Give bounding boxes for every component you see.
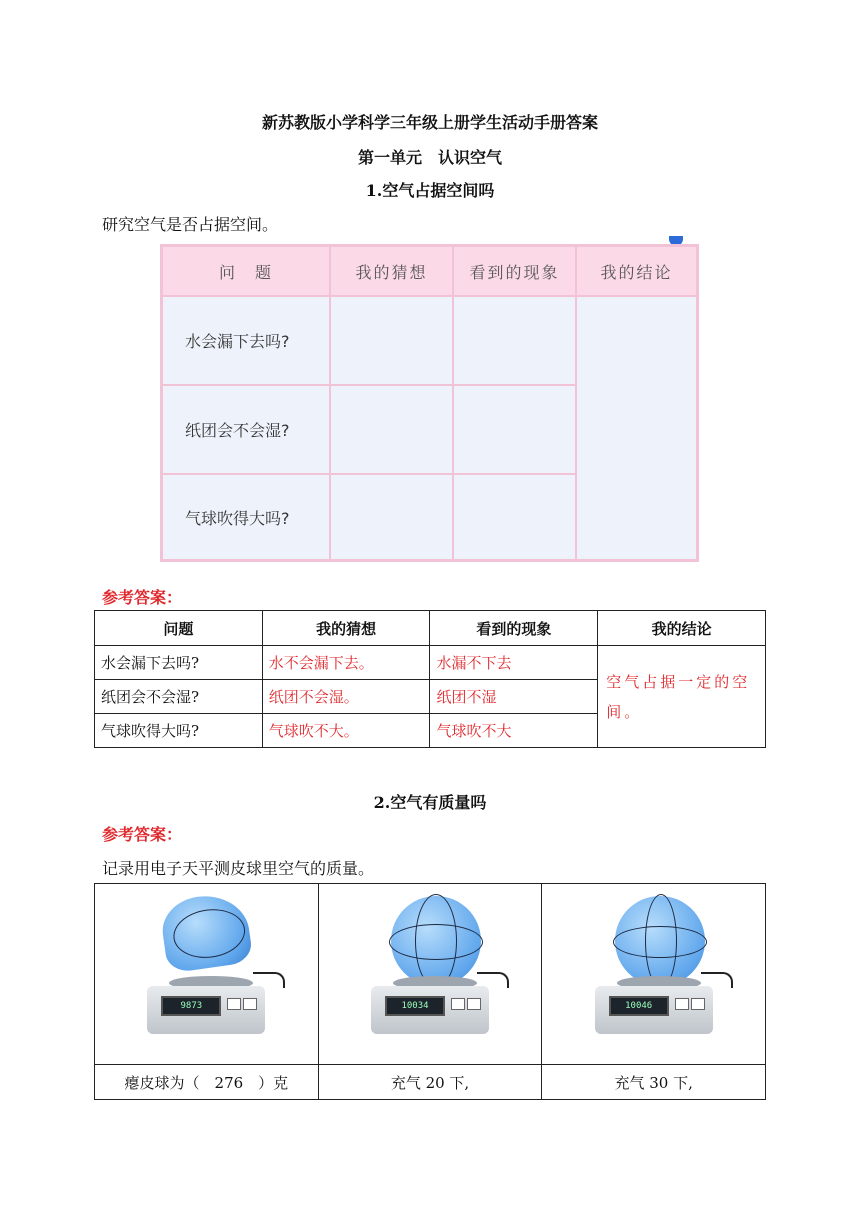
header-guess: 我的猜想	[262, 611, 430, 646]
textbook-table-image	[160, 244, 699, 562]
guess-cell: 水不会漏下去。	[262, 646, 430, 680]
caption-20-pumps: 充气 20 下,	[318, 1065, 542, 1100]
deflated-ball	[159, 890, 254, 973]
pic-empty-cell	[454, 475, 577, 559]
reference-answer-label: 参考答案：	[102, 588, 183, 607]
pic-question-3: 气球吹得大吗?	[163, 475, 331, 559]
pic-conclusion-cell	[577, 297, 696, 559]
guess-cell: 气球吹不大。	[262, 714, 430, 748]
observed-cell: 气球吹不大	[430, 714, 598, 748]
observed-cell: 水漏不下去	[430, 646, 598, 680]
answer-table	[94, 610, 766, 748]
inflated-ball	[615, 896, 705, 986]
section1-intro: 研究空气是否占据空间。	[102, 215, 279, 234]
conclusion-cell: 空气占据一定的空间。	[598, 646, 766, 748]
pic-empty-cell	[454, 386, 577, 475]
caption-30-pumps: 充气 30 下,	[542, 1065, 766, 1100]
pic-header-observed: 看到的现象	[454, 247, 577, 297]
scale-photo-cell	[318, 884, 542, 1065]
scale-photo-cell	[542, 884, 766, 1065]
question-cell: 气球吹得大吗?	[95, 714, 263, 748]
caption-deflated: 瘪皮球为（ 276 ）克	[95, 1065, 319, 1100]
pic-header-guess: 我的猜想	[331, 247, 454, 297]
pic-empty-cell	[454, 297, 577, 386]
section2-title: 2.空气有质量吗	[373, 793, 487, 812]
pic-empty-cell	[331, 475, 454, 559]
header-question: 问题	[95, 611, 263, 646]
reference-answer-label: 参考答案：	[102, 825, 183, 844]
section2-intro: 记录用电子天平测皮球里空气的质量。	[102, 859, 375, 878]
pic-header-question: 问 题	[163, 247, 331, 297]
inflated-ball-on-scale-image	[589, 884, 719, 1064]
deflated-ball-on-scale-image	[141, 884, 271, 1064]
scale-display: 9873	[161, 996, 221, 1016]
section1-title: 1.空气占据空间吗	[365, 181, 495, 200]
scale-photo-cell	[95, 884, 319, 1065]
inflated-ball	[391, 896, 481, 986]
document-title: 新苏教版小学科学三年级上册学生活动手册答案	[261, 113, 598, 132]
question-cell: 纸团会不会湿?	[95, 680, 263, 714]
inflated-ball-on-scale-image	[365, 884, 495, 1064]
guess-cell: 纸团不会湿。	[262, 680, 430, 714]
header-conclusion: 我的结论	[598, 611, 766, 646]
pic-question-1: 水会漏下去吗?	[163, 297, 331, 386]
question-cell: 水会漏下去吗?	[95, 646, 263, 680]
scale-display: 10046	[609, 996, 669, 1016]
pic-question-2: 纸团会不会湿?	[163, 386, 331, 475]
mass-record-table	[94, 883, 766, 1100]
pic-empty-cell	[331, 297, 454, 386]
header-observed: 看到的现象	[430, 611, 598, 646]
pic-empty-cell	[331, 386, 454, 475]
unit-title: 第一单元 认识空气	[357, 148, 502, 167]
pic-header-conclusion: 我的结论	[577, 247, 696, 297]
scale-display: 10034	[385, 996, 445, 1016]
observed-cell: 纸团不湿	[430, 680, 598, 714]
table-row	[95, 646, 766, 680]
